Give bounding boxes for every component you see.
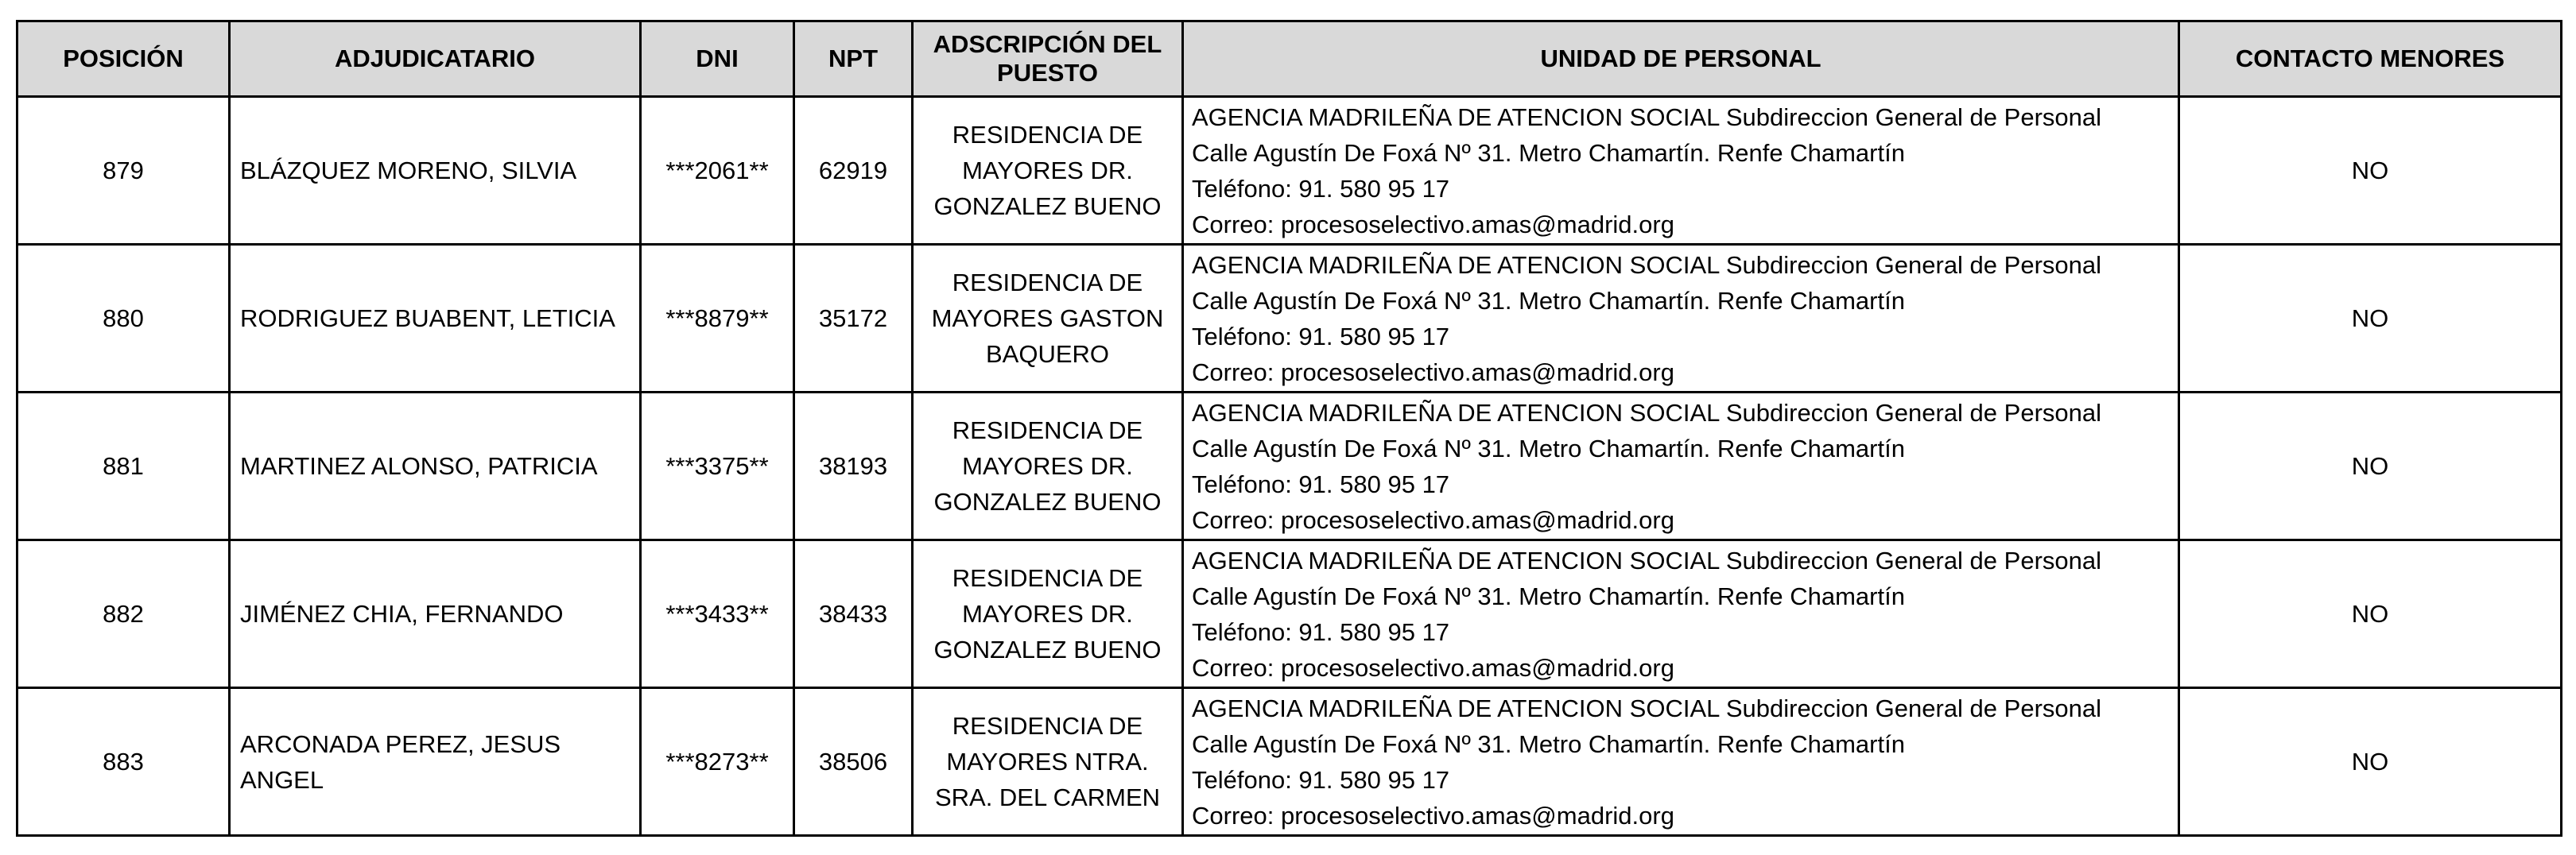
unidad-line: Correo: procesoselectivo.amas@madrid.org xyxy=(1192,653,1674,682)
unidad-line: Teléfono: 91. 580 95 17 xyxy=(1192,617,1450,646)
unidad-line: Calle Agustín De Foxá Nº 31. Metro Chamartín. Renfe Chamartín xyxy=(1192,582,1905,610)
adscripcion-line: RESIDENCIA DE xyxy=(952,269,1143,296)
adscripcion-line: MAYORES NTRA. xyxy=(946,748,1149,776)
adscripcion-line: RESIDENCIA DE xyxy=(952,712,1143,740)
header-adjudicatario: ADJUDICATARIO xyxy=(230,21,641,97)
cell-adjudicatario: MARTINEZ ALONSO, PATRICIA xyxy=(230,393,641,540)
table-header xyxy=(17,21,2562,97)
cell-npt: 38433 xyxy=(794,540,913,688)
unidad-line: AGENCIA MADRILEÑA DE ATENCION SOCIAL Subdireccion General de Personal xyxy=(1192,694,2102,722)
header-row xyxy=(17,21,2562,97)
header-contacto: CONTACTO MENORES xyxy=(2179,21,2562,97)
adscripcion-line: MAYORES DR. xyxy=(962,600,1133,628)
adscripcion-line: GONZALEZ BUENO xyxy=(933,488,1162,516)
cell-dni: ***8273** xyxy=(641,688,794,836)
unidad-line: Correo: procesoselectivo.amas@madrid.org xyxy=(1192,505,1674,534)
cell-unidad xyxy=(1183,393,2179,540)
unidad-line: Calle Agustín De Foxá Nº 31. Metro Chamartín. Renfe Chamartín xyxy=(1192,286,1905,315)
cell-adscripcion xyxy=(913,540,1183,688)
header-unidad: UNIDAD DE PERSONAL xyxy=(1183,21,2179,97)
adscripcion-line: MAYORES DR. xyxy=(962,452,1133,480)
unidad-line: Calle Agustín De Foxá Nº 31. Metro Chamartín. Renfe Chamartín xyxy=(1192,138,1905,167)
cell-unidad xyxy=(1183,97,2179,245)
adscripcion-line: MAYORES DR. xyxy=(962,157,1133,184)
cell-adscripcion xyxy=(913,393,1183,540)
cell-contacto: NO xyxy=(2179,540,2562,688)
unidad-line: Teléfono: 91. 580 95 17 xyxy=(1192,765,1450,794)
table-row xyxy=(17,540,2562,688)
cell-posicion: 880 xyxy=(17,245,230,393)
adscripcion-line: MAYORES GASTON xyxy=(931,304,1164,332)
header-npt: NPT xyxy=(794,21,913,97)
cell-adscripcion xyxy=(913,97,1183,245)
unidad-line: Calle Agustín De Foxá Nº 31. Metro Chamartín. Renfe Chamartín xyxy=(1192,434,1905,462)
cell-adjudicatario: ARCONADA PEREZ, JESUS ANGEL xyxy=(230,688,641,836)
cell-dni: ***3433** xyxy=(641,540,794,688)
unidad-line: Correo: procesoselectivo.amas@madrid.org xyxy=(1192,801,1674,830)
unidad-line: Correo: procesoselectivo.amas@madrid.org xyxy=(1192,210,1674,238)
adscripcion-line: SRA. DEL CARMEN xyxy=(934,783,1161,811)
cell-adjudicatario: JIMÉNEZ CHIA, FERNANDO xyxy=(230,540,641,688)
cell-unidad xyxy=(1183,540,2179,688)
adscripcion-line: RESIDENCIA DE xyxy=(952,416,1143,444)
unidad-line: AGENCIA MADRILEÑA DE ATENCION SOCIAL Subdireccion General de Personal xyxy=(1192,546,2102,575)
cell-adjudicatario: RODRIGUEZ BUABENT, LETICIA xyxy=(230,245,641,393)
header-posicion: POSICIÓN xyxy=(17,21,230,97)
table-row xyxy=(17,245,2562,393)
cell-dni: ***3375** xyxy=(641,393,794,540)
cell-posicion: 883 xyxy=(17,688,230,836)
cell-dni: ***8879** xyxy=(641,245,794,393)
unidad-line: Teléfono: 91. 580 95 17 xyxy=(1192,174,1450,203)
adscripcion-line: RESIDENCIA DE xyxy=(952,564,1143,592)
cell-posicion: 882 xyxy=(17,540,230,688)
table-row xyxy=(17,97,2562,245)
cell-adscripcion xyxy=(913,688,1183,836)
adscripcion-line: BAQUERO xyxy=(985,340,1110,368)
cell-npt: 35172 xyxy=(794,245,913,393)
cell-contacto: NO xyxy=(2179,97,2562,245)
table-row xyxy=(17,688,2562,836)
cell-dni: ***2061** xyxy=(641,97,794,245)
assignment-table xyxy=(16,20,2562,837)
cell-adjudicatario: BLÁZQUEZ MORENO, SILVIA xyxy=(230,97,641,245)
unidad-line: AGENCIA MADRILEÑA DE ATENCION SOCIAL Subdireccion General de Personal xyxy=(1192,250,2102,279)
cell-posicion: 881 xyxy=(17,393,230,540)
header-adscripcion: ADSCRIPCIÓN DEL PUESTO xyxy=(913,21,1183,97)
cell-unidad xyxy=(1183,245,2179,393)
cell-npt: 38506 xyxy=(794,688,913,836)
cell-adscripcion xyxy=(913,245,1183,393)
assignment-table-wrapper xyxy=(16,20,2560,837)
header-dni: DNI xyxy=(641,21,794,97)
cell-npt: 38193 xyxy=(794,393,913,540)
table-row xyxy=(17,393,2562,540)
unidad-line: AGENCIA MADRILEÑA DE ATENCION SOCIAL Subdireccion General de Personal xyxy=(1192,103,2102,131)
adscripcion-line: GONZALEZ BUENO xyxy=(933,636,1162,663)
cell-contacto: NO xyxy=(2179,393,2562,540)
cell-posicion: 879 xyxy=(17,97,230,245)
unidad-line: Calle Agustín De Foxá Nº 31. Metro Chamartín. Renfe Chamartín xyxy=(1192,729,1905,758)
unidad-line: AGENCIA MADRILEÑA DE ATENCION SOCIAL Subdireccion General de Personal xyxy=(1192,398,2102,427)
cell-npt: 62919 xyxy=(794,97,913,245)
unidad-line: Correo: procesoselectivo.amas@madrid.org xyxy=(1192,358,1674,386)
adscripcion-line: RESIDENCIA DE xyxy=(952,121,1143,149)
unidad-line: Teléfono: 91. 580 95 17 xyxy=(1192,322,1450,350)
cell-contacto: NO xyxy=(2179,245,2562,393)
cell-contacto: NO xyxy=(2179,688,2562,836)
unidad-line: Teléfono: 91. 580 95 17 xyxy=(1192,470,1450,498)
adscripcion-line: GONZALEZ BUENO xyxy=(933,192,1162,220)
cell-unidad xyxy=(1183,688,2179,836)
table-body xyxy=(17,97,2562,836)
